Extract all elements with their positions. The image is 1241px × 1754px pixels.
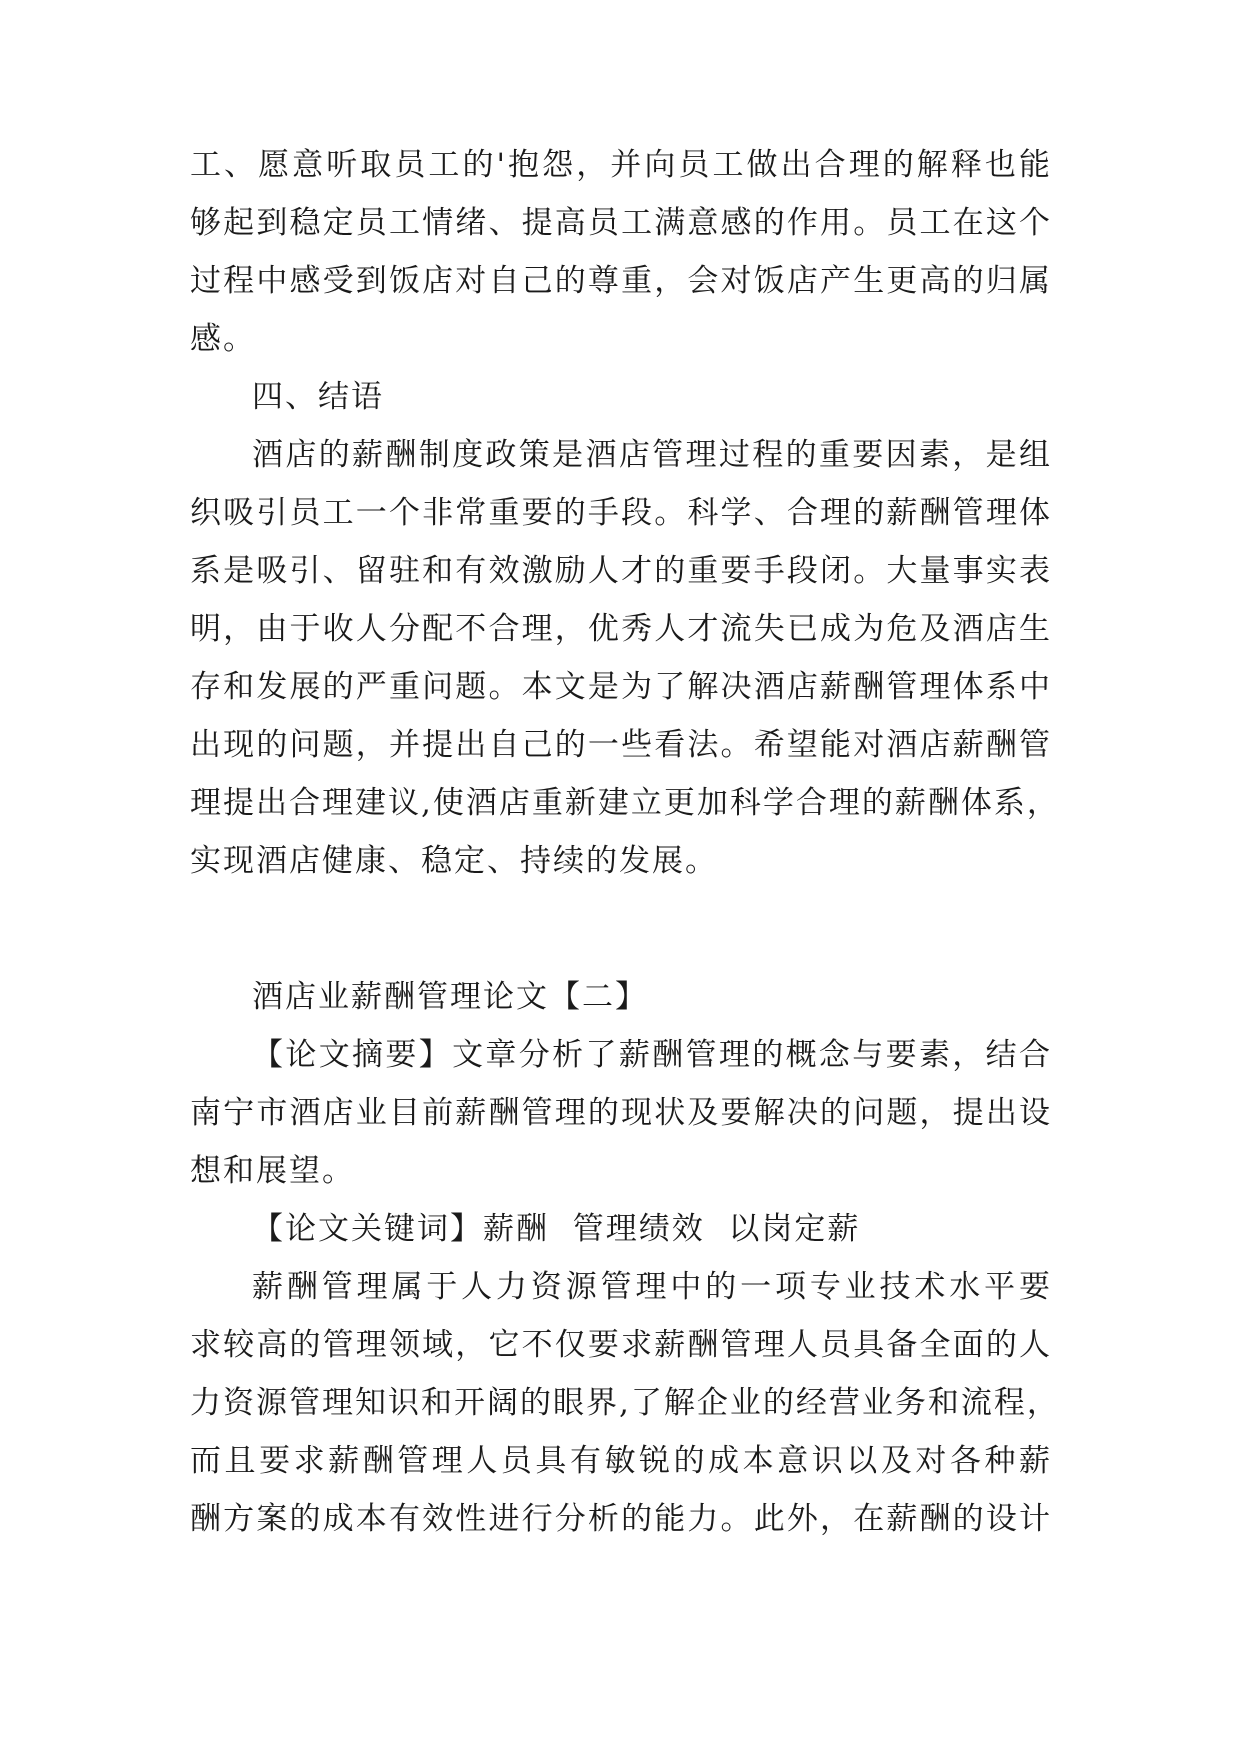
paragraph-line: 系是吸引、留驻和有效激励人才的重要手段闭。大量事实表 (190, 553, 1052, 589)
abstract-line: 南宁市酒店业目前薪酬管理的现状及要解决的问题，提出设 (190, 1095, 1052, 1131)
paragraph-line: 出现的问题，并提出自己的一些看法。希望能对酒店薪酬管 (190, 727, 1052, 763)
body-line: 力资源管理知识和开阔的眼界,了解企业的经营业务和流程， (190, 1385, 1060, 1421)
paragraph-line: 实现酒店健康、稳定、持续的发展。 (190, 843, 718, 879)
abstract-line: 想和展望。 (190, 1153, 355, 1189)
paragraph-line: 工、愿意听取员工的'抱怨，并向员工做出合理的解释也能 (190, 147, 1052, 183)
paragraph-line: 酒店的薪酬制度政策是酒店管理过程的重要因素，是组 (252, 437, 1052, 473)
paragraph-line: 存和发展的严重问题。本文是为了解决酒店薪酬管理体系中 (190, 669, 1052, 705)
abstract-line: 【论文摘要】文章分析了薪酬管理的概念与要素，结合 (252, 1037, 1052, 1073)
paragraph-line: 织吸引员工一个非常重要的手段。科学、合理的薪酬管理体 (190, 495, 1052, 531)
paragraph-line: 过程中感受到饭店对自己的尊重，会对饭店产生更高的归属 (190, 263, 1052, 299)
paragraph-line: 感。 (190, 321, 256, 357)
section-heading: 四、结语 (252, 379, 384, 415)
article-title: 酒店业薪酬管理论文【二】 (252, 979, 648, 1015)
body-line: 酬方案的成本有效性进行分析的能力。此外，在薪酬的设计 (190, 1501, 1052, 1537)
paragraph-line: 明，由于收人分配不合理，优秀人才流失已成为危及酒店生 (190, 611, 1052, 647)
body-line: 求较高的管理领域，它不仅要求薪酬管理人员具备全面的人 (190, 1327, 1052, 1363)
paragraph-line: 够起到稳定员工情绪、提高员工满意感的作用。员工在这个 (190, 205, 1052, 241)
keywords-line: 【论文关键词】薪酬 管理绩效 以岗定薪 (252, 1211, 861, 1247)
body-line: 薪酬管理属于人力资源管理中的一项专业技术水平要 (252, 1269, 1052, 1305)
paragraph-line: 理提出合理建议,使酒店重新建立更加科学合理的薪酬体系， (190, 785, 1060, 821)
body-line: 而且要求薪酬管理人员具有敏锐的成本意识以及对各种薪 (190, 1443, 1052, 1479)
